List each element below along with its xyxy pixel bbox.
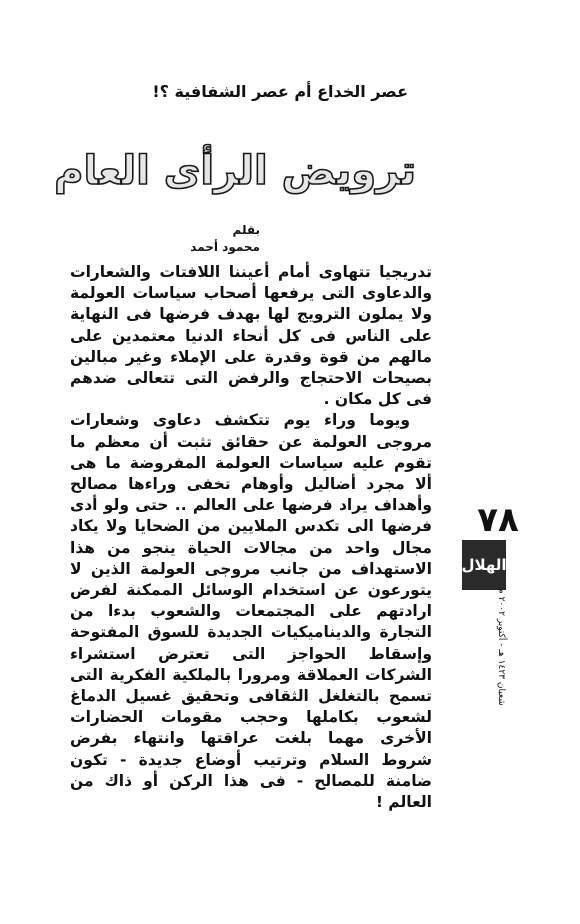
paragraph-1: تدريجيا تتهاوى أمام أعيننا اللافتات والشعارات والدعاوى التى يرفعها أصحاب سياسات العولمة ولا يملون الترويج لها بهدف فرضها فى النهاية على الناس فى كل أنحاء الدنيا معتمدين على مالهم من قوة وقدرة على الإملاء وغير مبالين بصيحات الاحتجاج والرفض التى تتعالى ضدهم فى كل مكان . — [70, 263, 432, 409]
page-number: ٧٨ — [477, 500, 519, 540]
article-body — [70, 262, 432, 813]
paragraph-2: ويوما وراء يوم تتكشف دعاوى وشعارات مروجى العولمة عن حقائق تثبت أن معظم ما تقوم عليه سياسات العولمة المفروضة ما هى ألا مجرد أضاليل وأوهام تخفى وراءها مصالح وأهداف يراد فرضها على العالم .. حتى ولو أدى فرضها الى تكدس الملايين من الضحايا ولا يكاد مجال واحد من مجالات الحياة ينجو من هذا الاستهداف من جانب مروجى العولمة الذين لا يتورعون عن استخدام الوسائل الممكنة لفرض ارادتهم على المجتمعات والشعوب بدءا من التجارة والديناميكيات الجديدة للسوق المفتوحة وإسقاط الحواجز التى تعترض استشراء الشركات العملاقة ومرورا بالملكية الفكرية التى تسمح بالتغلغل الثقافى وتحقيق غسيل الدماغ لشعوب بكاملها وحجب مقومات الحضارات الأخرى مهما بلغت عراقتها وانتهاء بفرض شروط السلام وترتيب أوضاع جديدة - تكون ضامنة للمصالح - فى هذا الركن أو ذاك من العالم ! — [70, 411, 432, 812]
magazine-logo: الهلال — [462, 540, 506, 590]
issue-date: شعبان ١٤٢٣ هـ - أكتوبر ٢٠٠٢ م — [496, 588, 506, 706]
article-kicker: عصر الخداع أم عصر الشفافية ؟! — [152, 82, 408, 101]
author-name: محمود أحمد — [190, 240, 260, 254]
article-title: ترويض الرأى العام — [54, 148, 416, 194]
byline-label: بقلم — [232, 223, 260, 237]
